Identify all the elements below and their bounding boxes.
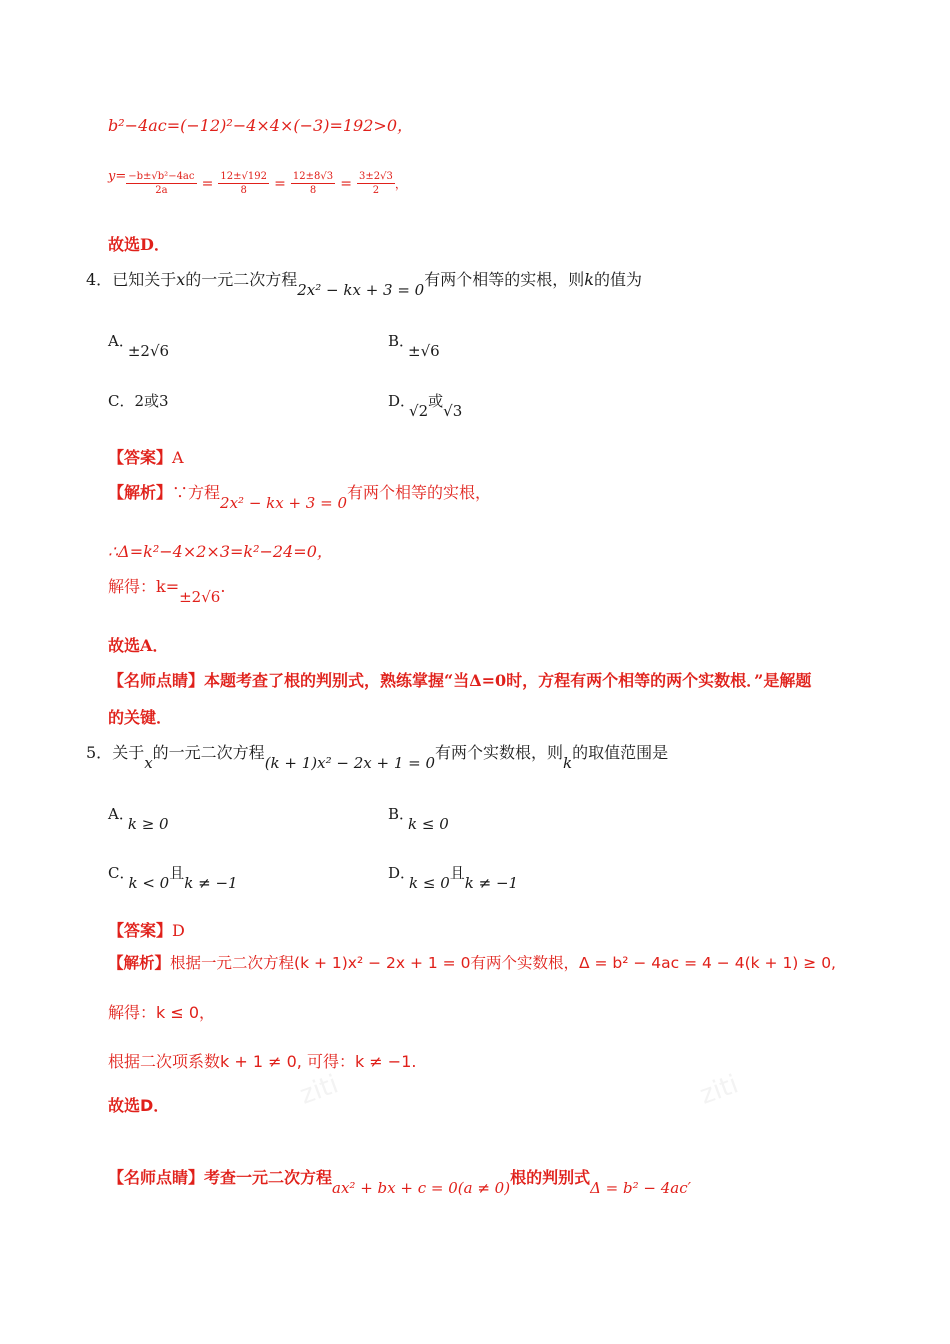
option-c[interactable]: C．k < 0且k ≠ −1 — [108, 864, 238, 892]
q4-choice: 故选A． — [108, 636, 169, 655]
question-number: 4． — [86, 270, 113, 289]
quadratic-formula-line: $^{y=}$ $\frac{\text{−b±√b²−4ac}}{2a}$ = $\frac{12\pm√192}{8}$ = $\frac{12\pm 8√3}{8}$ = $\frac{3\pm 2√3}{2}$ ， — [108, 169, 407, 196]
option-d[interactable]: D．k ≤ 0且k ≠ −1 — [388, 864, 519, 892]
option-a[interactable]: A．±2√6 — [108, 332, 170, 360]
option-b[interactable]: B．k ≤ 0 — [388, 805, 449, 833]
watermark: ziti — [296, 1069, 343, 1111]
analysis-line-2: ∴Δ=k²−4×2×3=k²−24=0， — [108, 542, 333, 561]
fraction: $\frac{12\pm 8√3}{8}$ — [292, 171, 334, 196]
question-4-stem: 4．已知关于x的一元二次方程2x² − kx + 3 = 0有两个相等的实根，则k的值为 — [86, 270, 642, 299]
option-c[interactable]: C．2或3 — [108, 392, 169, 410]
teacher-tip: 【名师点睛】考查一元二次方程ax² + bx + c = 0(a ≠ 0)根的判别式Δ = b² − 4ac′ — [108, 1168, 692, 1197]
option-d[interactable]: D．√2或√3 — [388, 392, 463, 420]
analysis-line-1: 【解析】根据一元二次方程(k + 1)x² − 2x + 1 = 0有两个实数根，Δ = b² − 4ac = 4 − 4(k + 1) ≥ 0, — [108, 954, 836, 972]
prev-choice: 故选D． — [108, 235, 170, 254]
teacher-tip: 【名师点睛】本题考查了根的判别式，熟练掌握“当Δ=0时，方程有两个相等的两个实数根．”是解题 — [108, 671, 812, 690]
answer-value: A — [172, 448, 184, 467]
answer-value: D — [172, 921, 185, 940]
equation: 2x² − kx + 3 = 0 — [297, 281, 425, 299]
analysis-line-3: 根据二次项系数k + 1 ≠ 0, 可得：k ≠ −1. — [108, 1052, 417, 1071]
answer-tag: 【答案】 — [108, 921, 173, 940]
analysis-line-3: 解得：k=±2√6. — [108, 577, 226, 606]
fraction: $\frac{\text{−b±√b²−4ac}}{2a}$ — [128, 171, 195, 196]
answer-line — [108, 448, 184, 468]
y-prefix: y= — [108, 169, 127, 184]
equation: (k + 1)x² − 2x + 1 = 0 — [264, 754, 436, 772]
answer-tag: 【答案】 — [108, 448, 173, 467]
teacher-tip-continued: 的关键． — [108, 708, 173, 727]
q5-choice: 故选D． — [108, 1096, 170, 1115]
option-a[interactable]: A．k ≥ 0 — [108, 805, 169, 833]
option-b[interactable]: B．±√6 — [388, 332, 440, 360]
analysis-line-1: 【解析】∵方程2x² − kx + 3 = 0有两个相等的实根， — [108, 483, 492, 512]
watermark: ziti — [696, 1069, 743, 1111]
answer-line — [108, 921, 185, 941]
analysis-line-2: 解得：k ≤ 0， — [108, 1003, 216, 1022]
discriminant-line: b²−4ac=(−12)²−4×4×(−3)=192>0， — [108, 116, 413, 135]
fraction: $\frac{12\pm√192}{8}$ — [220, 171, 267, 196]
question-number: 5． — [86, 743, 113, 762]
fraction: $\frac{3\pm 2√3}{2}$ — [359, 171, 393, 196]
question-5-stem: 5．关于x的一元二次方程(k + 1)x² − 2x + 1 = 0有两个实数根，则k的取值范围是 — [86, 743, 669, 772]
